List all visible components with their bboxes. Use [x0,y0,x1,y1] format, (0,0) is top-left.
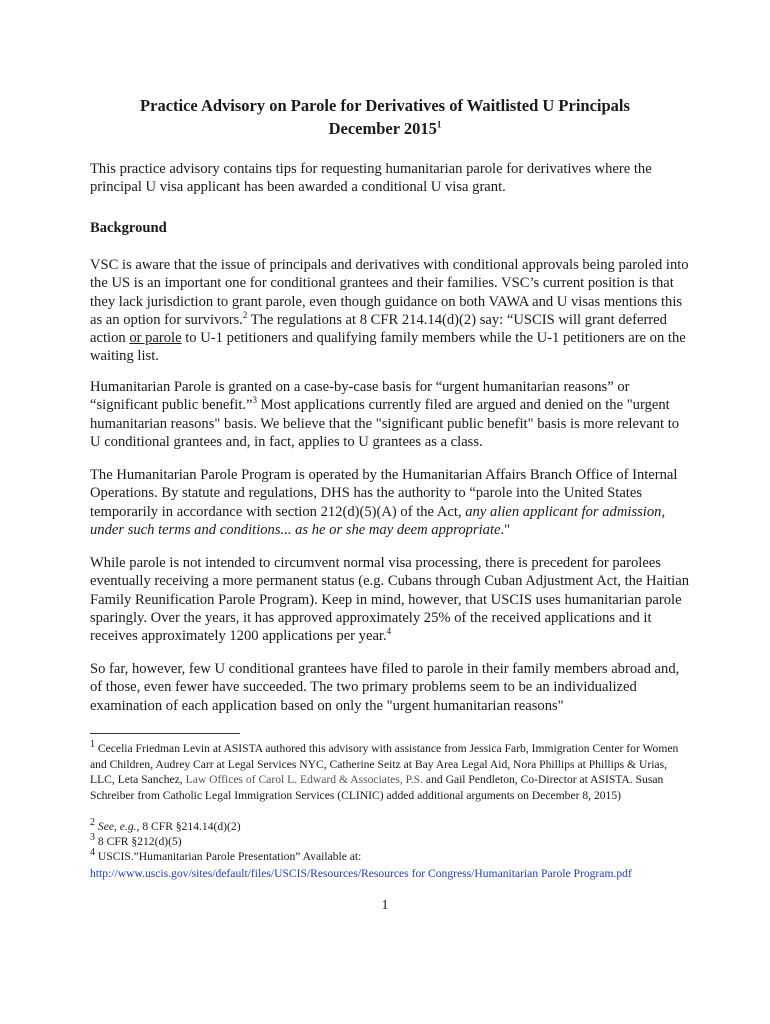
footnote-ref-4[interactable]: 4 [386,626,392,637]
paragraph-humanitarian-parole [90,378,690,451]
footnote-4-link[interactable]: http://www.uscis.gov/sites/default/files/USCIS/Resources/Resources for Congress/Humanitarian Parole Program.pdf [90,867,632,880]
footnote-ref-3[interactable]: 3 [252,395,257,406]
footnote-4 [90,849,690,865]
p2-text-b: Most applications currently filed are argued and denied on the "urgent humanitarian reasons" basis. We believe that the "significant public benefit" basis is more relevant to U conditional grantees and, in fact, applies to U grantees as a class. [90,397,680,450]
p1-text-b: The regulations at 8 CFR 214.14(d)(2) say: “USCIS will grant deferred action [90,311,667,347]
footnote-divider [90,733,240,734]
footnote-1-firm: Law Offices of Carol L. Edward & Associates, P.S. [185,773,424,786]
footnote-1-text-a: Cecelia Friedman Levin at ASISTA authored this advisory with assistance from Jessica Farb, Immigration Center for Women and Children, Audrey Carr at Legal Services NYC, Catherine Seitz at Bay Area Legal Aid, Nora Phillips at Phillips & Urias, LLC, Leta Sanchez, [90,742,679,786]
p3-text-a: The Humanitarian Parole Program is operated by the Humanitarian Affairs Branch Office of Internal Operations. By statute and regulations, DHS has the authority to “parole into the United States temporarily in accordance with section 212(d)(5)(A) of the Act, [90,467,678,520]
footnote-4-number: 4 [90,847,95,859]
footnote-ref-1[interactable]: 1 [436,119,442,130]
footnote-1 [90,741,690,803]
p1-text-c: to U-1 petitioners and qualifying family members while the U-1 petitioners are on the waiting list. [90,330,686,365]
p4-text-a: While parole is not intended to circumvent normal visa processing, there is precedent for parolees eventually receiving a more permanent status (e.g. Cubans through Cuban Adjustment Act, the Haitian Family Reunification Parole Program). Keep in mind, however, that USCIS uses humanitarian parole sparingly. Over the years, it has approved approximately 25% of the received applications and it receives approximately 1200 applications per year. [90,555,690,645]
title-line-2 [90,118,680,140]
footnote-4-text: USCIS.”Humanitarian Parole Presentation” Available at: [95,850,362,863]
footnote-3 [90,834,690,850]
footnote-ref-2[interactable]: 2 [242,310,248,321]
intro-paragraph: This practice advisory contains tips for requesting humanitarian parole for derivatives where the principal U visa applicant has been awarded a conditional U visa grant. [90,161,652,196]
p3-text-b: ." [500,521,511,538]
background-heading: Background [90,220,167,236]
footnote-2-number: 2 [90,817,95,829]
paragraph-vsc [90,256,690,366]
paragraph-program [90,466,690,539]
paragraph-so-far: So far, however, few U conditional grantees have filed to parole in their family members abroad and, of those, even fewer have succeeded. The two primary problems seem to be an individualized examination of each application based on only the "urgent humanitarian reasons" [90,661,680,714]
p3-italic: any alien applicant for admission, under such terms and conditions... as he or she may deem appropriate [90,503,666,538]
p1-underlined: or parole [129,330,182,347]
footnote-3-text: 8 CFR §212(d)(5) [95,835,182,848]
footnote-3-number: 3 [90,832,95,844]
footnote-2-italic: See, e.g., [95,820,140,833]
footnote-2 [90,819,690,835]
footnote-1-text-b: and Gail Pendleton, Co-Director at ASISTA. Susan Schreiber from Catholic Legal Immigration Services (CLINIC) added additional arguments on December 8, 2015) [90,773,664,802]
title-date: December 2015 [328,119,437,138]
title-line-1: Practice Advisory on Parole for Derivatives of Waitlisted U Principals [140,96,630,115]
footnote-1-number: 1 [90,739,95,751]
p1-text-a: VSC is aware that the issue of principals and derivatives with conditional approvals being paroled into the US is an important one for conditional grantees and their families. VSC’s current position is that they lack jurisdiction to grant parole, even though guidance on both VAWA and U visas mentions this as an option for survivors. [90,257,689,328]
footnote-4-link-line [90,866,690,882]
footnote-2-text: 8 CFR §214.14(d)(2) [139,820,241,833]
page-number: 1 [381,898,389,913]
p2-text-a: Humanitarian Parole is granted on a case-by-case basis for “urgent humanitarian reasons” or “significant public benefit.” [90,379,630,414]
paragraph-precedent [90,554,690,645]
